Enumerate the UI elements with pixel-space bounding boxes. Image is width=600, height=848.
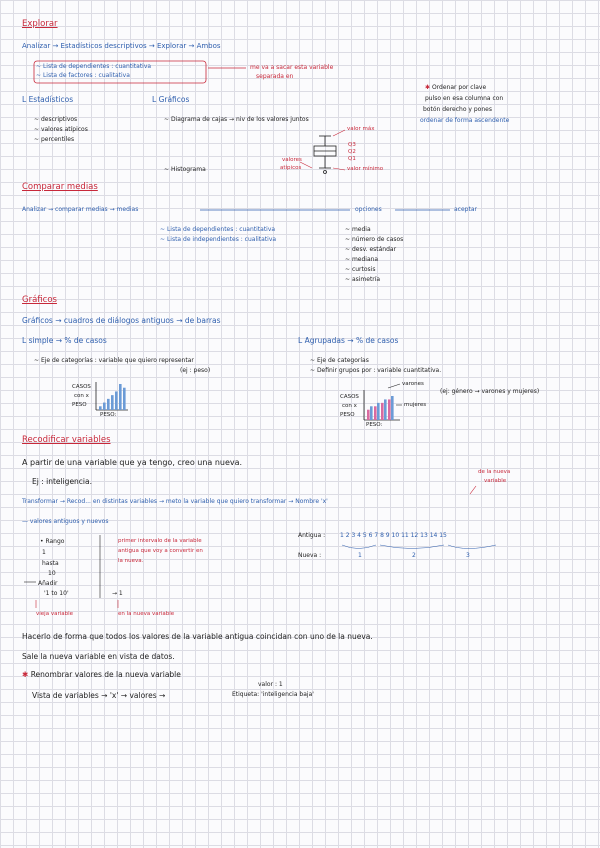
recod-vista: Vista de variables → 'x' → valores → (32, 691, 166, 700)
graf-item-1: ~ Diagrama de cajas → niv de los valores juntos (164, 116, 309, 123)
heading-comparar: Comparar medias (22, 182, 98, 192)
boxplot-outlier (324, 171, 327, 174)
simple-bar (111, 395, 114, 410)
box-q2-label: Q2 (348, 149, 356, 155)
recod-red-ticks (36, 600, 118, 608)
simple-bar (107, 399, 110, 410)
varones-pointer (388, 384, 400, 388)
simple-bar (119, 384, 122, 410)
box-atip-label-2: atípicos (280, 165, 302, 171)
recod-nueva-var: en la nueva variable (118, 611, 175, 617)
nueva-val-3: 3 (466, 552, 470, 559)
grouped-bar-mujeres (391, 396, 394, 420)
recod-path: Transformar → Recod... en distintas variables → meto la variable que quiero transformar → Nombre 'x' (22, 498, 328, 505)
agrup-definir: ~ Definir grupos por : variable cuantitativa. (310, 367, 442, 374)
recod-nota: de la nueva (478, 469, 511, 475)
explorar-line2: ~ Lista de factores : cualitativa (36, 72, 130, 79)
recod-nota2: variable (484, 478, 507, 484)
simple-bar (115, 391, 118, 410)
agrup-eje: ~ Eje de categorías (310, 357, 369, 364)
grouped-bar-chart (364, 384, 402, 420)
comparar-path: Analizar → comparar medias → medias (22, 206, 139, 213)
grouped-bar-varones (388, 399, 391, 420)
simple-bar-chart (96, 382, 128, 410)
grouped-bar-varones (374, 406, 377, 420)
grouped-bar-varones (381, 403, 384, 420)
boxplot-atip-arrow (300, 162, 312, 168)
agrup-ej: (ej: género → varones y mujeres) (440, 388, 540, 395)
recod-vieja: vieja variable (36, 611, 74, 617)
grouped-bar-mujeres (370, 406, 373, 420)
antigua-label: Antigua : (298, 532, 326, 539)
recod-p2: Hacerlo de forma que todos los valores de la variable antigua coincidan con uno de la nueva. (22, 632, 373, 641)
recod-etiqueta: Etiqueta: 'inteligencia baja' (232, 691, 314, 698)
recod-valores: — valores antiguos y nuevos (22, 518, 109, 525)
recod-ej: Ej : inteligencia. (32, 477, 92, 486)
recod-flecha-uno: → 1 (112, 590, 123, 597)
est-item-2: ~ valores atípicos (34, 126, 88, 133)
simple-bar (123, 388, 126, 410)
recod-primer: primer intervalo de la variable (118, 538, 202, 544)
recod-valor1: valor : 1 (258, 681, 283, 688)
grouped-casos: CASOS (340, 394, 359, 400)
heading-explorar: Explorar (22, 19, 58, 29)
simple-bar (99, 406, 102, 410)
graficos-label: L Gráficos (152, 95, 190, 104)
simple-peso: PESO (72, 402, 87, 408)
recod-nota-arrow (470, 486, 476, 494)
grouped-conx: con x (342, 403, 357, 409)
recod-p1: A partir de una variable que ya tengo, creo una nueva. (22, 458, 243, 467)
recod-anadir: Añadir (38, 580, 58, 587)
antigua-vals: 1 2 3 4 5 6 7 8 9 10 11 12 13 14 15 (340, 532, 447, 539)
recod-rango: • Rango (40, 538, 65, 545)
antigua-grouping-arcs (342, 545, 496, 549)
simple-bar (103, 403, 106, 410)
simple-peso-axis: PESO: (100, 412, 117, 418)
simple-ej: (ej : peso) (180, 367, 211, 374)
graficos-path: Gráficos → cuadros de diálogos antiguos → de barras (22, 316, 221, 325)
side-note-1: ✱ Ordenar por clave (425, 84, 487, 91)
graficos-agrupadas: L Agrupadas → % de casos (298, 336, 399, 345)
box-min-label: valor mínimo (347, 166, 384, 172)
box-q3-label: Q3 (348, 142, 356, 148)
explorar-path: Analizar → Estadísticos descriptivos → Explorar → Ambos (22, 42, 221, 50)
note-separada: separada en (256, 73, 294, 80)
graficos-simple: L simple → % de casos (22, 336, 107, 345)
explorar-line1: ~ Lista de dependientes : cuantitativa (36, 63, 152, 70)
simple-eje: ~ Eje de categorías : variable que quiero representar (34, 357, 194, 364)
est-item-3: ~ percentiles (34, 136, 75, 143)
stat-5: ~ curtosis (345, 266, 376, 273)
recod-uno: 1 (42, 549, 46, 556)
graf-item-2: ~ Histograma (164, 166, 206, 173)
grouped-peso-axis: PESO: (366, 422, 383, 428)
nueva-val-2: 2 (412, 552, 416, 559)
label-varones: varones (402, 381, 424, 387)
box-atip-label-1: valores (282, 157, 302, 163)
simple-conx: con x (74, 393, 89, 399)
lista-red-box (34, 61, 206, 83)
comparar-lista2: ~ Lista de independientes : cualitativa (160, 236, 277, 243)
recod-one-to-ten: '1 to 10' (44, 590, 69, 597)
stat-6: ~ asimetría (345, 276, 381, 283)
note-sacar: me va a sacar esta variable (250, 64, 334, 71)
recod-renombrar: ✱ Renombrar valores de la nueva variable (22, 670, 181, 679)
recod-hasta: hasta (42, 560, 59, 567)
comparar-lista1: ~ Lista de dependientes : cuantitativa (160, 226, 276, 233)
comparar-opciones: opciones (355, 206, 382, 213)
comparar-aceptar: aceptar (454, 206, 477, 213)
boxplot-min-arrow (333, 168, 345, 170)
recod-p3: Sale la nueva variable en vista de datos. (22, 652, 175, 661)
stat-1: ~ media (345, 226, 371, 233)
stat-3: ~ desv. estándar (345, 246, 397, 253)
grouped-bar-mujeres (377, 403, 380, 420)
side-note-4: ordenar de forma ascendente (420, 117, 510, 124)
stat-4: ~ mediana (345, 256, 379, 263)
grouped-peso: PESO (340, 412, 355, 418)
box-max-label: valor máx (347, 126, 375, 132)
stat-2: ~ número de casos (345, 236, 404, 243)
side-note-2: pulso en esa columna con (425, 95, 504, 102)
recod-la-nueva: la nueva. (118, 558, 144, 564)
box-q1-label: Q1 (348, 156, 356, 162)
nueva-label: Nueva : (298, 552, 322, 559)
estadisticos-label: L Estadísticos (22, 95, 74, 104)
recod-diez: 10 (48, 570, 56, 577)
heading-recodificar: Recodificar variables (22, 435, 111, 445)
label-mujeres: mujeres (404, 402, 427, 408)
heading-graficos: Gráficos (22, 295, 57, 305)
boxplot (314, 136, 336, 174)
recod-antigua-que: antigua que voy a convertir en (118, 548, 203, 554)
grouped-bar-mujeres (384, 399, 387, 420)
boxplot-max-arrow (333, 130, 345, 136)
nueva-val-1: 1 (358, 552, 362, 559)
simple-casos: CASOS (72, 384, 91, 390)
est-item-1: ~ descriptivos (34, 116, 78, 123)
grouped-bar-varones (367, 410, 370, 420)
side-note-3: botón derecho y pones (423, 106, 492, 113)
